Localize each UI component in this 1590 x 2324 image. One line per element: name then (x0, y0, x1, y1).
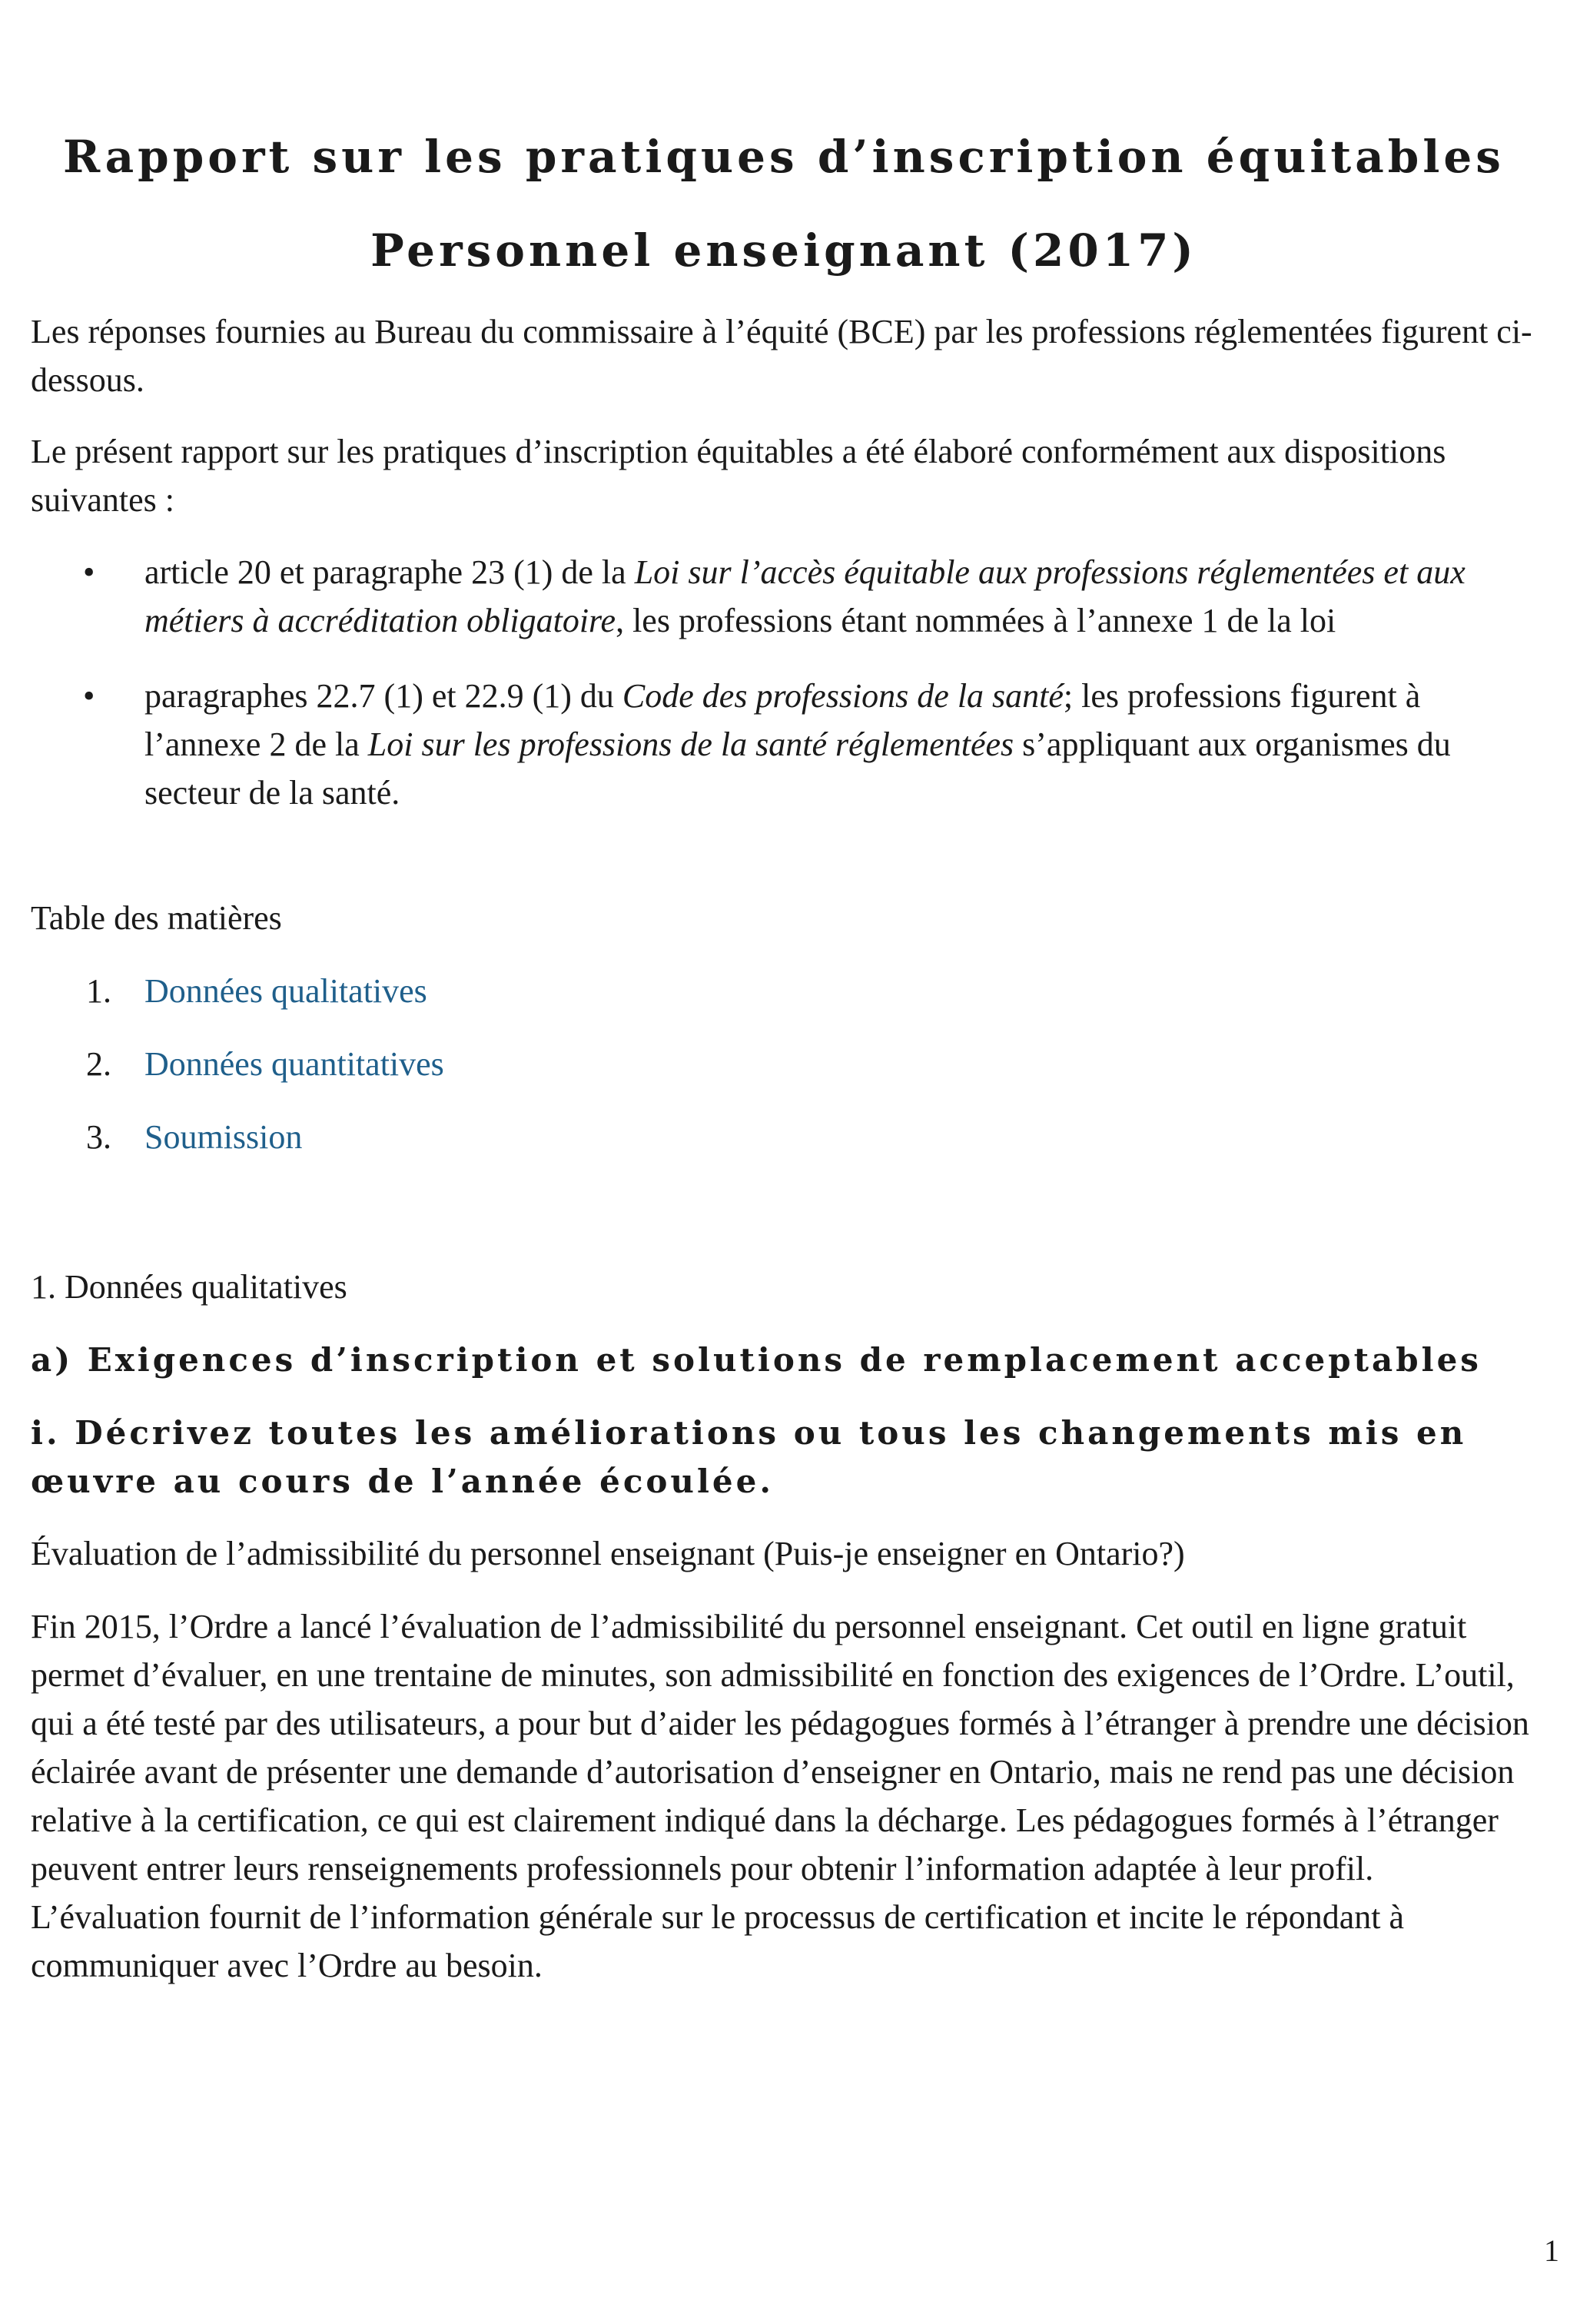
subheading: Évaluation de l’admissibilité du personnel enseignant (Puis-je enseigner en Ontario?) (31, 1535, 1185, 1572)
bullet-text-pre: article 20 et paragraphe 23 (1) de la (144, 553, 635, 591)
report-title: Rapport sur les pratiques d’inscription équitables (63, 131, 1505, 183)
list-item (31, 548, 1537, 645)
section-a-heading: a) Exigences d’inscription et solutions de remplacement acceptables (31, 1341, 1482, 1379)
bullet-code-title: Code des professions de la santé (622, 677, 1064, 715)
toc-link-quantitative[interactable]: Données quantitatives (144, 1045, 444, 1083)
body-paragraph: Fin 2015, l’Ordre a lancé l’évaluation de l’admissibilité du personnel enseignant. Cet outil en ligne gratuit permet d’évaluer, en une trentaine de minutes, son admissibilité en fonction des exigences de l’Ordre. L’outil, qui a été testé par des utilisateurs, a pour but d’aider les pédagogues formés à l’étranger à prendre une décision éclairée avant de présenter une demande d’autorisation d’enseigner en Ontario, mais ne rend pas une décision relative à la certification, ce qui est clairement indiqué dans la décharge. Les pédagogues formés à l’étranger peuvent entrer leurs renseignements professionnels pour obtenir l’information adaptée à leur profil. L’évaluation fournit de l’information générale sur le processus de certification et incite le répondant à communiquer avec l’Ordre au besoin. (31, 1608, 1529, 1984)
question-i-heading: i. Décrivez toutes les améliorations ou tous les changements mis en œuvre au cours de l’année écoulée. (31, 1414, 1467, 1500)
page-number: 1 (1544, 2233, 1559, 2268)
bullet-law-title: Loi sur les professions de la santé réglementées (367, 725, 1014, 763)
report-subtitle: Personnel enseignant (2017) (370, 224, 1197, 277)
toc-number: 3. (86, 1118, 111, 1156)
intro-paragraph-1: Les réponses fournies au Bureau du commissaire à l’équité (BCE) par les professions réglementées figurent ci-dessous. (31, 313, 1532, 399)
bullet-text-post: , les professions étant nommées à l’annexe 1 de la loi (616, 602, 1336, 639)
bullet-icon: • (83, 677, 95, 715)
toc-heading: Table des matières (31, 899, 282, 937)
list-item (31, 672, 1537, 817)
bullet-icon: • (83, 553, 95, 591)
provisions-list (31, 548, 1537, 817)
toc-number: 1. (86, 972, 111, 1010)
bullet-text-mid: ; les professions figurent à l’annexe 2 de la (144, 677, 1421, 763)
toc-link-qualitative[interactable]: Données qualitatives (144, 972, 427, 1010)
section-1-label: 1. Données qualitatives (31, 1268, 347, 1306)
bullet-law-title: Loi sur l’accès équitable aux professions réglementées et aux métiers à accréditation obligatoire (144, 553, 1466, 639)
toc-number: 2. (86, 1045, 111, 1083)
intro-paragraph-2: Le présent rapport sur les pratiques d’inscription équitables a été élaboré conformément aux dispositions suivantes : (31, 433, 1446, 519)
bullet-text-post: s’appliquant aux organismes du secteur de la santé. (144, 725, 1451, 812)
toc-link-submission[interactable]: Soumission (144, 1118, 303, 1156)
bullet-text-pre: paragraphes 22.7 (1) et 22.9 (1) du (144, 677, 622, 715)
